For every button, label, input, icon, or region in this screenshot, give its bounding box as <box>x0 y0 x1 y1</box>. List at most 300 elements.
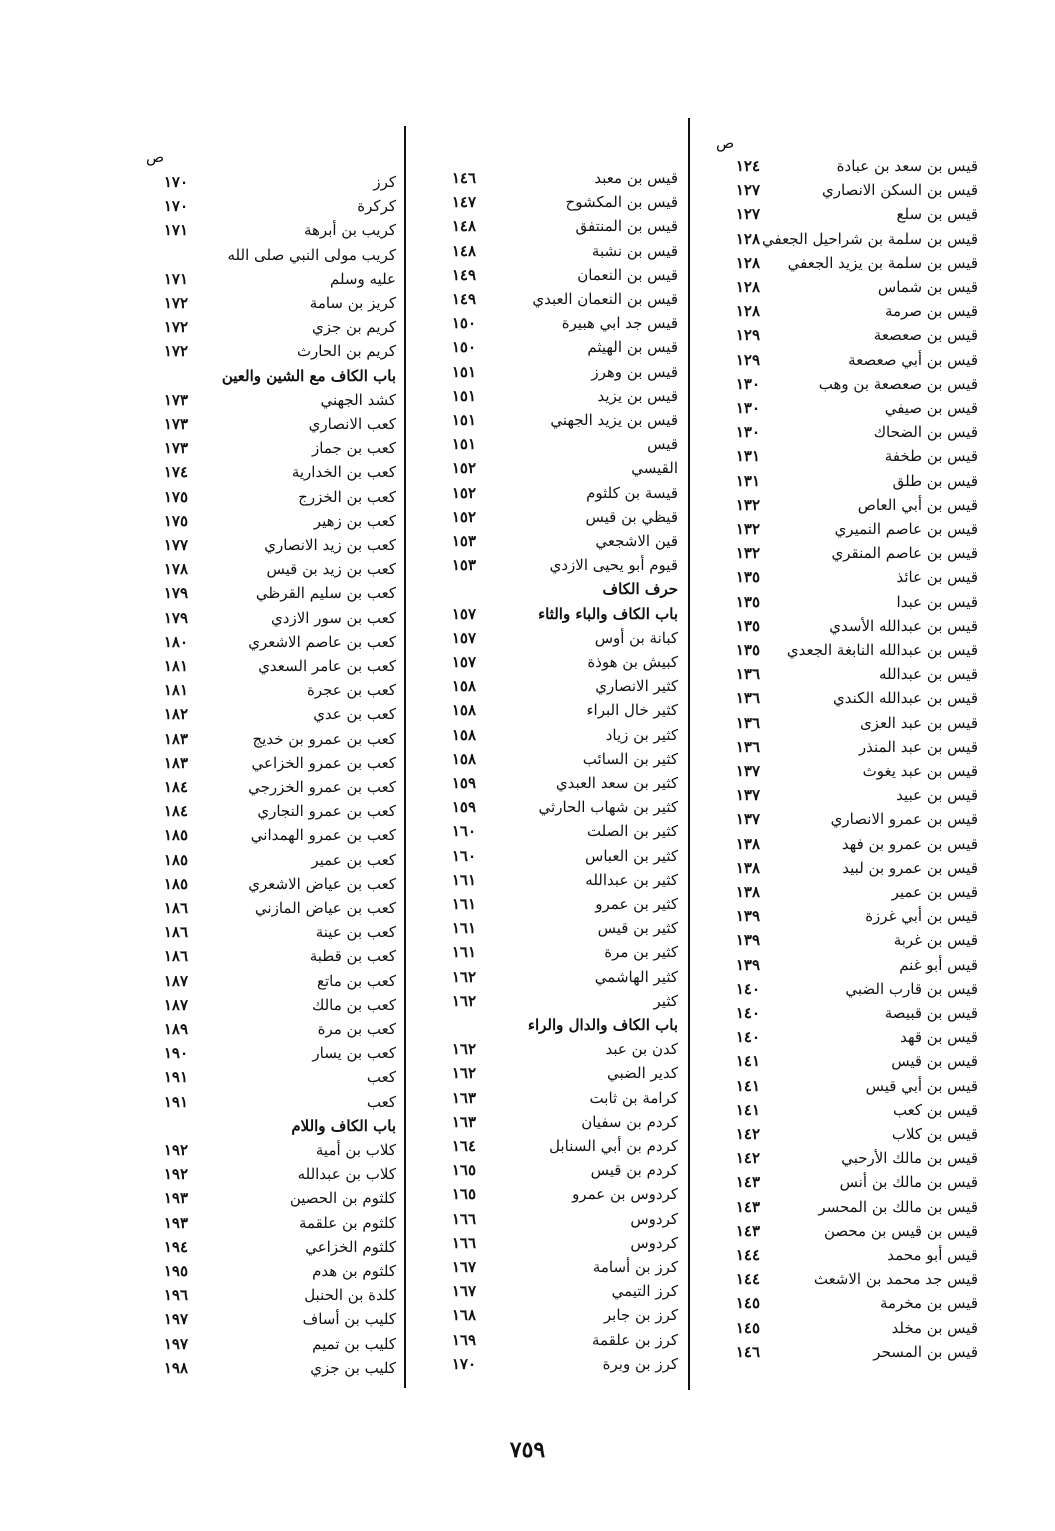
index-entry-name: قيس بن طخفة <box>884 447 978 466</box>
index-entry-name: كبيش بن هوذة <box>587 653 678 671</box>
index-entry-name: كريز بن سامة <box>309 294 396 312</box>
index-entry-name: قيس بن عبيد <box>896 786 978 805</box>
index-entry-name: كعب بن زهير <box>313 511 396 530</box>
index-entry-page: ١٤٥ <box>735 1318 760 1337</box>
index-entry-page: ١٣٥ <box>735 641 760 659</box>
index-entry-page: ١٨٤ <box>163 802 188 821</box>
index-entry-page: ١٢٧ <box>735 181 760 200</box>
index-entry-name: قيس بن مالك بن المحسر <box>818 1197 978 1216</box>
index-entry-page: ١٣٠ <box>735 399 760 417</box>
index-entry-page: ١٢٨ <box>735 253 760 272</box>
index-entry-page: ١٧٤ <box>163 463 188 482</box>
index-entry-page: ١٨١ <box>163 681 188 700</box>
index-entry-name: كعب بن عاصم الاشعري <box>248 632 396 651</box>
index-entry-page: ١٥٨ <box>451 701 476 720</box>
index-entry-page: ١٥٣ <box>451 556 476 575</box>
index-entry-page: ١٦٦ <box>451 1209 476 1228</box>
index-entry-name: كلاب بن أمية <box>315 1141 396 1159</box>
section-heading: باب الكاف مع الشين والعين <box>221 366 396 385</box>
index-entry-name: كردوس بن عمرو <box>572 1185 678 1204</box>
index-entry-name: كعب بن يسار <box>312 1044 396 1063</box>
index-entry-name: قيس بن النعمان العبدي <box>532 290 678 308</box>
index-entry-page: ١٥١ <box>451 411 476 429</box>
index-entry-name: كثير بن مرة <box>604 943 678 962</box>
index-entry-page: ١٦١ <box>451 895 476 913</box>
index-entry-name: قيس بن عمرو الانصاري <box>830 810 978 829</box>
index-entry-page: ١٤٨ <box>451 241 476 260</box>
index-entry-page: ١٩١ <box>163 1068 188 1087</box>
index-entry-page: ١٧٣ <box>163 439 188 458</box>
index-entry-name: كريم بن الحارث <box>296 342 396 361</box>
index-entry-name: كثير بن شهاب الحارثي <box>538 798 678 817</box>
index-entry-name: قيس أبو محمد <box>887 1246 978 1264</box>
index-entry-page: ١٣٦ <box>735 689 760 708</box>
index-entry-name: قيس بن كلاب <box>891 1125 978 1143</box>
index-entry-name: قيس بن المنتفق <box>575 217 678 236</box>
index-entry-page: ١٥١ <box>451 435 476 454</box>
index-entry-name: قيس بن عبدالله الأسدي <box>829 616 978 635</box>
index-entry-name: كعب بن عجرة <box>306 681 396 700</box>
index-entry-name: كعب بن عدي <box>313 705 396 724</box>
section-heading: باب الكاف واللام <box>291 1116 396 1135</box>
index-entry-page: ١٣٧ <box>735 786 760 805</box>
index-entry-name: كرز بن جابر <box>603 1306 678 1325</box>
index-entry-page: ١٩٢ <box>163 1165 188 1184</box>
index-entry-page: ١٤٣ <box>735 1173 760 1192</box>
index-entry-page: ١٣٩ <box>735 907 760 926</box>
index-entry-page: ١٦٠ <box>451 846 476 865</box>
index-entry-name: قيس بن مخرمة <box>879 1294 978 1313</box>
index-entry-page: ١٤٠ <box>735 1028 760 1047</box>
index-entry-page: ١٣٦ <box>735 737 760 756</box>
index-entry-name: كعب بن عمرو الخزاعي <box>251 753 396 772</box>
index-entry-name: قيس بن صعصعة بن وهب <box>818 374 978 393</box>
index-entry-name: قيس بن عاصم النميري <box>834 520 978 538</box>
index-entry-page: ١٤١ <box>735 1076 760 1095</box>
index-entry-name: قيس <box>647 435 678 454</box>
index-entry-page: ١٨٩ <box>163 1020 188 1038</box>
index-entry-name: عليه وسلم <box>329 269 396 288</box>
index-entry-name: قيظي بن قيس <box>585 507 678 526</box>
index-entry-page: ١٢٧ <box>735 205 760 224</box>
index-entry-page: ١٤٢ <box>735 1149 760 1168</box>
index-entry-name: قيس بن عمير <box>891 883 978 901</box>
index-entry-name: قيس بن المكشوح <box>565 193 678 212</box>
index-entry-page: ١٦٥ <box>451 1161 476 1180</box>
index-entry-page: ١٥٧ <box>451 628 476 647</box>
index-entry-page: ١٦٢ <box>451 1040 476 1059</box>
index-entry-page: ١٧٧ <box>163 536 188 554</box>
index-entry-name: قيس بن يزيد الجهني <box>550 411 678 429</box>
index-entry-page: ١٧٥ <box>163 487 188 506</box>
index-entry-name: قيس بن قارب الضبي <box>845 979 978 998</box>
index-entry-name: قيس بن عمرو بن فهد <box>841 834 978 853</box>
index-entry-page: ١٥٠ <box>451 338 476 357</box>
index-entry-page: ١٧٨ <box>163 560 188 579</box>
index-entry-page: ١٣٨ <box>735 834 760 853</box>
index-entry-page: ١٧٢ <box>163 342 188 361</box>
index-entry-page: ١٦٢ <box>451 991 476 1010</box>
index-entry-name: كليب بن أساف <box>302 1310 396 1329</box>
index-entry-page: ١٣١ <box>735 447 760 466</box>
index-entry-page: ١٧٠ <box>163 197 188 216</box>
index-entry-page: ١٨٧ <box>163 995 188 1014</box>
index-entry-name: كركرة <box>357 197 396 216</box>
index-entry-page: ١٦١ <box>451 870 476 889</box>
index-entry-page: ١٢٨ <box>735 229 760 248</box>
index-entry-name: كعب بن الخزرج <box>298 487 396 506</box>
index-entry-page: ١٣٠ <box>735 374 760 393</box>
index-entry-name: كلاب بن عبدالله <box>297 1165 396 1184</box>
index-entry-page: ١٦٢ <box>451 967 476 986</box>
index-entry-page: ١٦٣ <box>451 1088 476 1107</box>
index-entry-page: ١٥٨ <box>451 749 476 768</box>
index-entry-name: كدير الضبي <box>606 1064 678 1083</box>
index-entry-page: ١٥٢ <box>451 459 476 478</box>
index-entry-page: ١٨٧ <box>163 971 188 990</box>
index-entry-name: قيس بن طلق <box>892 471 978 490</box>
index-entry-name: قيس بن سلمة بن شراحيل الجعفي <box>761 229 978 248</box>
index-entry-name: كثير بن الصلت <box>586 822 678 841</box>
index-entry-page: ١٣٢ <box>735 495 760 514</box>
index-entry-name: قيس جد محمد بن الاشعث <box>813 1270 978 1289</box>
index-entry-name: كعب بن عياض المازني <box>254 899 396 917</box>
index-entry-page: ١٨٦ <box>163 923 188 942</box>
index-entry-name: كعب بن مالك <box>311 995 396 1014</box>
index-entry-name: قيسة بن كلثوم <box>586 483 678 502</box>
index-entry-name: كلدة بن الحنبل <box>304 1286 396 1305</box>
index-entry-page: ١٤٩ <box>451 265 476 284</box>
index-entry-name: قيس بن سلع <box>896 205 978 224</box>
index-entry-page: ١٤٧ <box>451 193 476 212</box>
index-entry-name: قيس بن عاصم المنقري <box>831 544 978 563</box>
index-entry-name: كثير بن زياد <box>605 725 678 744</box>
index-entry-page: ١٨٥ <box>163 874 188 893</box>
index-entry-page: ١٦٧ <box>451 1258 476 1276</box>
index-entry-name: قيس بن أبي صعصعة <box>848 350 978 369</box>
index-entry-name: قيس بن شماس <box>877 278 978 296</box>
index-entry-page: ١٥١ <box>451 386 476 405</box>
index-entry-page: ١٥٨ <box>451 725 476 744</box>
index-entry-page: ١٤٤ <box>735 1246 760 1264</box>
index-entry-page: ١٣٠ <box>735 423 760 442</box>
index-entry-name: قيس بن السكن الانصاري <box>822 181 978 200</box>
index-entry-page: ١٤٨ <box>451 217 476 236</box>
index-entry-name: كبانة بن أوس <box>594 628 678 647</box>
index-entry-name: قيس بن قهد <box>900 1028 978 1047</box>
index-entry-name: قيس بن صرمة <box>884 302 978 321</box>
index-entry-page: ١٦٥ <box>451 1185 476 1204</box>
index-entry-name: كليب بن جزي <box>310 1358 396 1377</box>
index-entry-name: كعب بن عياض الاشعري <box>248 874 396 893</box>
index-entry-name: كعب بن زيد الانصاري <box>264 536 396 554</box>
index-entry-page: ١٩٦ <box>163 1286 188 1305</box>
index-entry-name: كريب مولى النبي صلى الله <box>227 245 396 264</box>
index-entry-page: ١٦٤ <box>451 1137 476 1155</box>
index-entry-page: ١٣٦ <box>735 665 760 684</box>
index-entry-name: قيس بن كعب <box>892 1100 978 1119</box>
index-entry-page: ١٤٦ <box>735 1342 760 1361</box>
index-entry-page: ١٩٠ <box>163 1044 188 1063</box>
index-entry-page: ١٨٥ <box>163 826 188 845</box>
index-entry-name: قيس بن وهرز <box>591 362 678 381</box>
index-entry-name: كثير بن قيس <box>597 919 678 938</box>
index-entry-page: ١٥٠ <box>451 314 476 333</box>
index-entry-page: ١٦١ <box>451 943 476 962</box>
index-entry-page: ١٧٣ <box>163 415 188 433</box>
index-entry-page: ١٥٩ <box>451 798 476 817</box>
index-entry-name: كرز بن علقمة <box>591 1330 678 1349</box>
index-entry-page: ١٤١ <box>735 1052 760 1071</box>
index-entry-page: ١٨٦ <box>163 899 188 917</box>
index-entry-name: كرز <box>373 173 396 191</box>
index-entry-name: كثير <box>653 991 678 1010</box>
index-entry-name: كثير بن العباس <box>585 846 678 865</box>
index-entry-name: كردوس <box>630 1233 678 1252</box>
index-entry-name: قيس بن مالك بن أنس <box>839 1173 978 1192</box>
index-entry-name: كعب بن قطبة <box>309 947 396 966</box>
index-entry-name: كعب الانصاري <box>308 415 396 433</box>
index-entry-page: ١٧٠ <box>163 173 188 191</box>
index-entry-name: قيس بن المسحر <box>873 1342 978 1361</box>
index-entry-name: كعب بن عمير <box>311 850 396 869</box>
index-entry-page: ١٦٠ <box>451 822 476 841</box>
index-entry-name: كلثوم الخزاعي <box>305 1237 396 1256</box>
index-entry-name: قيس بن صعصعة <box>873 326 978 345</box>
column-divider-left <box>404 126 406 1388</box>
index-entry-name: قيس بن مخلد <box>891 1318 978 1337</box>
index-entry-page: ١٩٧ <box>163 1310 188 1329</box>
index-entry-name: كلثوم بن علقمة <box>298 1213 396 1232</box>
index-entry-page: ١٣٨ <box>735 858 760 877</box>
index-entry-name: قيس بن سعد بن عبادة <box>836 157 978 175</box>
section-heading: باب الكاف والدال والراء <box>527 1016 678 1034</box>
index-entry-name: القيسي <box>631 459 678 478</box>
index-entry-page: ١٩٣ <box>163 1213 188 1232</box>
index-entry-page: ١٩١ <box>163 1092 188 1111</box>
index-entry-page: ١٣٩ <box>735 955 760 974</box>
index-entry-page: ١٥٩ <box>451 774 476 792</box>
index-entry-name: كشد الجهني <box>320 390 396 409</box>
index-entry-page: ١٢٩ <box>735 350 760 369</box>
index-entry-name: قيس بن قيس بن محصن <box>823 1221 978 1240</box>
index-entry-name: قيس بن نشبة <box>591 241 678 260</box>
index-entry-page: ١٤٣ <box>735 1197 760 1216</box>
index-entry-name: قيس بن عبدالله الكندي <box>833 689 978 708</box>
index-entry-page: ١٦٢ <box>451 1064 476 1083</box>
index-entry-name: قيس بن عمرو بن لبيد <box>842 858 978 877</box>
index-entry-page: ١٢٤ <box>735 157 760 175</box>
index-entry-page: ١٣٨ <box>735 883 760 901</box>
index-entry-page: ١٧٩ <box>163 608 188 627</box>
index-entry-name: كعب بن زيد بن قيس <box>266 560 396 579</box>
index-entry-name: كعب بن سليم القرظي <box>255 584 396 603</box>
page-number: ٧٥٩ <box>509 1437 546 1463</box>
index-entry-page: ١٨٣ <box>163 753 188 772</box>
index-entry-name: كدن بن عبد <box>605 1040 678 1059</box>
index-entry-name: كعب بن عمرو بن خديج <box>252 729 396 748</box>
index-entry-page: ١٦١ <box>451 919 476 938</box>
index-entry-page: ١٣٧ <box>735 762 760 780</box>
index-entry-page: ١٥٧ <box>451 653 476 671</box>
index-entry-name: قيس بن عبد المنذر <box>858 737 978 756</box>
index-entry-name: كعب بن جماز <box>312 439 396 458</box>
column-header-right: ص <box>716 134 735 152</box>
index-entry-page: ١٥٧ <box>451 604 476 623</box>
index-entry-name: كلثوم بن الحصين <box>289 1189 396 1208</box>
index-entry-name: كعب بن ماتع <box>317 971 396 990</box>
index-entry-name: كثير الانصاري <box>595 677 678 696</box>
index-entry-name: قيس بن عبدا <box>896 592 978 611</box>
index-entry-page: ١٣٦ <box>735 713 760 732</box>
index-entry-name: كثير بن عبدالله <box>585 870 678 889</box>
index-entry-page: ١٥٨ <box>451 677 476 696</box>
index-entry-name: قيس بن غربة <box>893 931 978 950</box>
index-entry-name: كعب بن عمرو الخزرجي <box>248 778 396 796</box>
index-entry-page: ١٩٣ <box>163 1189 188 1208</box>
column-header-left: ص <box>146 148 165 166</box>
index-entry-name: قيس بن أبي العاص <box>857 495 978 514</box>
index-entry-page: ١٣٥ <box>735 592 760 611</box>
index-entry-name: كرز بن وبرة <box>602 1354 678 1373</box>
index-entry-page: ١٦٨ <box>451 1306 476 1325</box>
index-entry-page: ١٩٨ <box>163 1358 188 1377</box>
index-entry-name: قيس بن عائذ <box>896 568 978 587</box>
index-entry-name: كثير بن سعد العبدي <box>555 774 678 792</box>
index-entry-name: كثير بن السائب <box>582 749 678 768</box>
index-entry-name: كعب بن سور الازدي <box>271 608 396 627</box>
index-entry-page: ١٥١ <box>451 362 476 381</box>
index-entry-name: كردوس <box>630 1209 678 1228</box>
index-entry-name: كعب بن مرة <box>317 1020 396 1038</box>
index-entry-page: ١٧٣ <box>163 390 188 409</box>
index-entry-page: ١٤١ <box>735 1100 760 1119</box>
index-entry-name: قيوم أبو يحيى الازدي <box>549 556 678 575</box>
index-entry-page: ١٢٨ <box>735 302 760 321</box>
index-entry-name: كليب بن تميم <box>312 1334 396 1353</box>
index-entry-name: كثير بن عمرو <box>595 895 678 913</box>
index-entry-page: ١٤٢ <box>735 1125 760 1143</box>
index-entry-name: كرامة بن ثابت <box>589 1088 678 1107</box>
index-entry-name: كردم بن قيس <box>590 1161 678 1180</box>
index-entry-name: قيس بن قيس <box>891 1052 978 1071</box>
index-entry-name: كرز بن أسامة <box>592 1258 678 1276</box>
index-entry-page: ١٧٩ <box>163 584 188 603</box>
index-entry-page: ١٧٢ <box>163 318 188 337</box>
index-entry-name: كعب <box>366 1092 396 1111</box>
index-entry-name: كعب بن الخدارية <box>291 463 396 482</box>
index-entry-page: ١٨٠ <box>163 632 188 651</box>
index-entry-name: قيس بن صيفي <box>884 399 978 417</box>
index-entry-name: قيس بن أبي غرزة <box>865 907 978 926</box>
index-entry-name: قيس بن معبد <box>594 169 678 187</box>
index-entry-page: ١٩٤ <box>163 1237 188 1256</box>
index-entry-name: كريم بن جزي <box>312 318 396 337</box>
index-entry-name: كعب بن عامر السعدي <box>258 657 396 675</box>
index-entry-name: كرز التيمي <box>611 1282 678 1301</box>
index-entry-page: ١٣٥ <box>735 568 760 587</box>
index-entry-name: قيس بن أبي قيس <box>865 1076 978 1095</box>
index-entry-name: كردم بن سفيان <box>581 1112 678 1131</box>
index-entry-page: ١٢٨ <box>735 278 760 296</box>
index-entry-name: كردم بن أبي السنابل <box>549 1137 678 1155</box>
index-entry-name: قيس بن عبدالله <box>878 665 978 684</box>
index-entry-page: ١٣٩ <box>735 931 760 950</box>
index-entry-name: كثير خال البراء <box>586 701 678 720</box>
index-entry-page: ١٧٢ <box>163 294 188 312</box>
index-entry-name: قيس بن يزيد <box>597 386 678 405</box>
index-entry-page: ١٤٤ <box>735 1270 760 1289</box>
index-entry-page: ١٤٦ <box>451 169 476 187</box>
index-entry-page: ١٣٥ <box>735 616 760 635</box>
index-entry-name: قيس جد ابي هبيرة <box>561 314 678 333</box>
index-entry-page: ١٥٢ <box>451 507 476 526</box>
index-entry-name: قيس بن عبد العزى <box>859 713 978 732</box>
section-heading: باب الكاف والباء والثاء <box>538 604 678 623</box>
index-entry-name: قيس بن الهيثم <box>587 338 678 357</box>
index-entry-page: ١٨٤ <box>163 778 188 796</box>
index-entry-page: ١٧١ <box>163 221 188 240</box>
index-entry-page: ١٧٠ <box>451 1354 476 1373</box>
index-entry-name: كعب بن عمرو الهمداني <box>250 826 396 845</box>
index-entry-page: ١٩٧ <box>163 1334 188 1353</box>
index-entry-page: ١٤٥ <box>735 1294 760 1313</box>
index-entry-page: ١٨٦ <box>163 947 188 966</box>
index-entry-page: ١٥٢ <box>451 483 476 502</box>
index-entry-page: ١٢٩ <box>735 326 760 345</box>
index-entry-page: ١٣١ <box>735 471 760 490</box>
index-entry-page: ١٣٧ <box>735 810 760 829</box>
index-entry-page: ١٨٢ <box>163 705 188 724</box>
index-entry-name: قيس بن قبيصة <box>884 1004 978 1022</box>
index-entry-name: كثير الهاشمي <box>594 967 678 986</box>
index-entry-page: ١٤٠ <box>735 979 760 998</box>
index-entry-name: كعب <box>366 1068 396 1087</box>
index-entry-name: كعب بن عينة <box>315 923 396 942</box>
index-entry-page: ١٣٢ <box>735 520 760 538</box>
column-divider-right <box>688 118 690 1390</box>
index-entry-name: قيس بن النعمان <box>577 265 678 284</box>
index-entry-page: ١٣٢ <box>735 544 760 563</box>
index-entry-page: ١٥٣ <box>451 532 476 550</box>
index-entry-page: ١٤٣ <box>735 1221 760 1240</box>
index-entry-page: ١٦٩ <box>451 1330 476 1349</box>
index-entry-name: قيس بن الضحاك <box>873 423 978 442</box>
index-entry-page: ١٤٩ <box>451 290 476 308</box>
index-entry-page: ١٦٦ <box>451 1233 476 1252</box>
index-entry-page: ١٨٥ <box>163 850 188 869</box>
index-entry-page: ١٦٧ <box>451 1282 476 1301</box>
index-entry-name: قيس بن سلمة بن يزيد الجعفي <box>787 253 978 272</box>
index-entry-name: قيس بن عبدالله النابغة الجعدي <box>786 641 978 659</box>
index-entry-page: ١٨٣ <box>163 729 188 748</box>
index-entry-name: قين الاشجعي <box>595 532 678 550</box>
index-entry-name: كريب بن أبرهة <box>303 221 396 240</box>
index-entry-page: ١٧١ <box>163 269 188 288</box>
index-entry-name: قيس أبو غنم <box>899 955 978 974</box>
index-entry-page: ١٦٣ <box>451 1112 476 1131</box>
index-entry-page: ١٩٥ <box>163 1262 188 1280</box>
index-entry-page: ١٩٢ <box>163 1141 188 1159</box>
index-entry-page: ١٨١ <box>163 657 188 675</box>
index-entry-name: قيس بن عبد يغوث <box>862 762 978 780</box>
index-entry-name: كلثوم بن هدم <box>312 1262 396 1280</box>
index-entry-page: ١٧٥ <box>163 511 188 530</box>
index-entry-page: ١٤٠ <box>735 1004 760 1022</box>
index-entry-name: قيس بن مالك الأرحبي <box>841 1149 978 1168</box>
section-heading: حرف الكاف <box>602 580 678 599</box>
index-entry-name: كعب بن عمرو النجاري <box>257 802 396 821</box>
